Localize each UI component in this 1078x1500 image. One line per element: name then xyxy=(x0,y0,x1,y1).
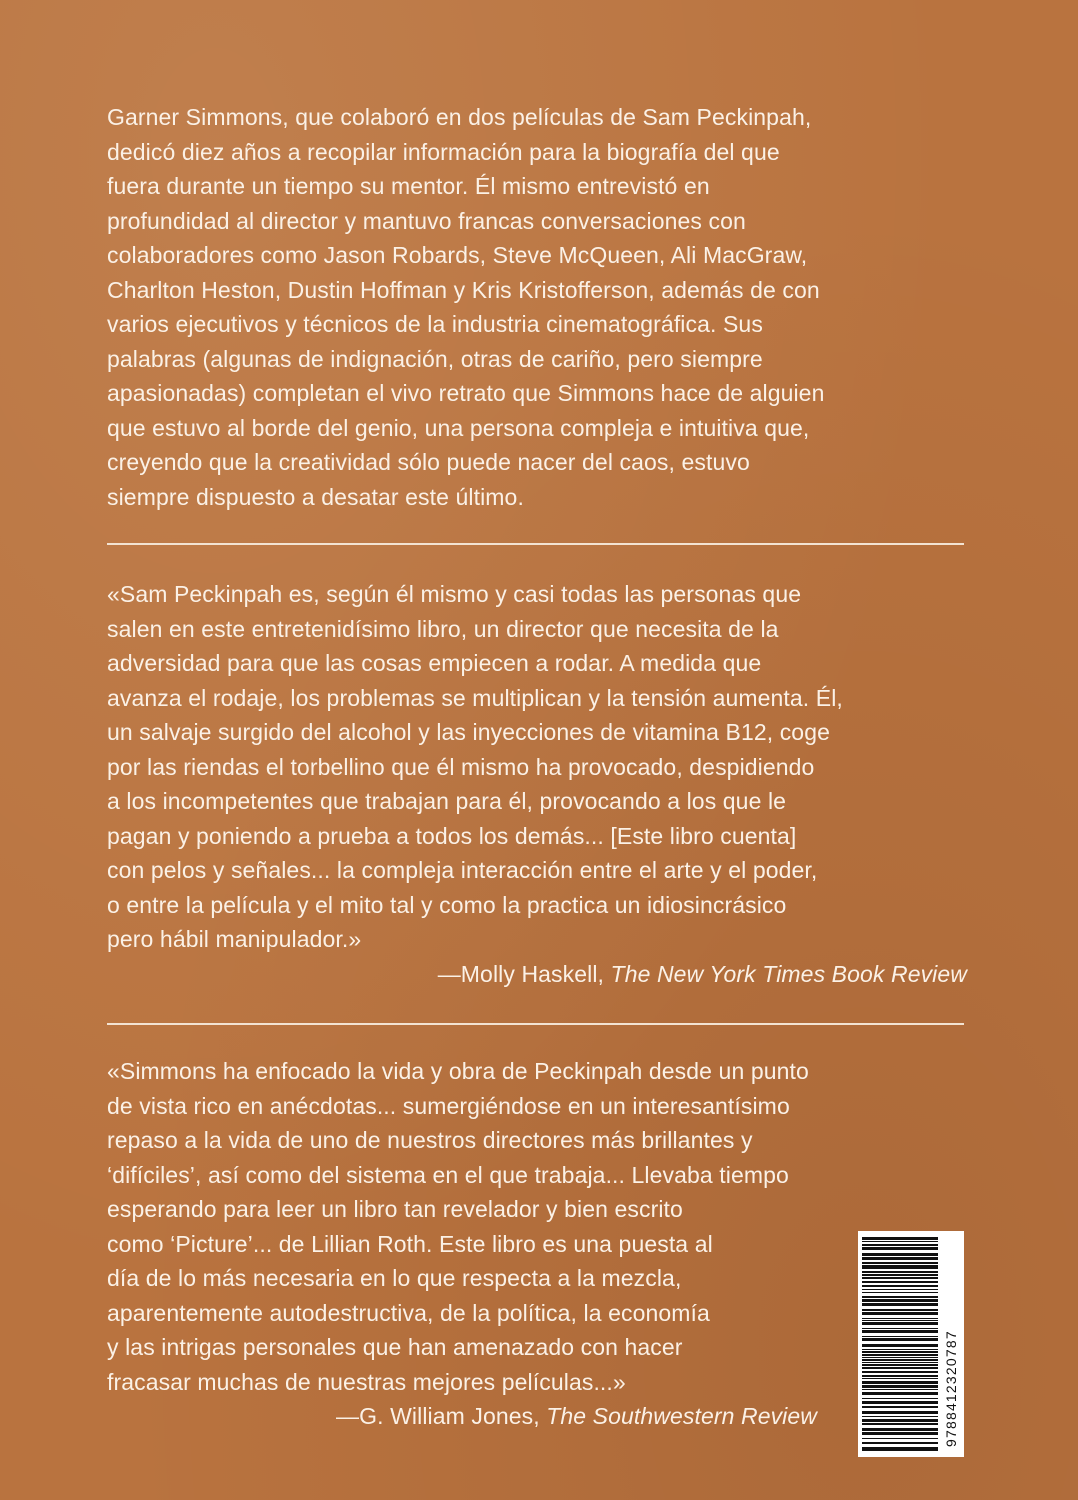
synopsis-line: profundidad al director y mantuvo francas conversaciones con xyxy=(107,207,746,234)
isbn-barcode xyxy=(858,1231,964,1457)
barcode-bar xyxy=(862,1362,938,1363)
synopsis-line: Charlton Heston, Dustin Hoffman y Kris Kristofferson, además de con xyxy=(107,276,820,303)
quote-line: a los incompetentes que trabajan para él, provocando a los que le xyxy=(107,788,787,814)
barcode-bar xyxy=(862,1328,938,1329)
barcode-digits: 9788412320787 xyxy=(943,1330,959,1447)
barcode-bar xyxy=(862,1442,938,1444)
review-quote-jones xyxy=(107,1054,967,1434)
barcode-bar xyxy=(862,1312,938,1315)
barcode-bar xyxy=(862,1330,938,1333)
attribution-author: —Molly Haskell, xyxy=(437,960,611,987)
barcode-bar xyxy=(862,1401,938,1404)
synopsis-line: siempre dispuesto a desatar este último. xyxy=(107,483,524,510)
barcode-bar xyxy=(862,1237,938,1240)
barcode-bar xyxy=(862,1411,938,1414)
quote-attribution xyxy=(107,1399,967,1434)
barcode-bar xyxy=(862,1309,938,1311)
quote-line: un salvaje surgido del alcohol y las inyecciones de vitamina B12, coge xyxy=(107,719,830,745)
barcode-bar xyxy=(862,1344,938,1347)
barcode-bar xyxy=(862,1354,938,1356)
barcode-bar xyxy=(862,1367,938,1369)
barcode-bar xyxy=(862,1349,938,1350)
barcode-bar xyxy=(862,1262,938,1264)
barcode-bar xyxy=(862,1285,938,1287)
barcode-bar xyxy=(862,1247,938,1250)
barcode-bar xyxy=(862,1447,938,1451)
barcode-bar xyxy=(862,1385,938,1388)
synopsis-line: apasionadas) completan el vivo retrato que Simmons hace de alguien xyxy=(107,380,825,406)
barcode-bar xyxy=(862,1253,938,1256)
barcode-graphic xyxy=(858,1231,964,1457)
barcode-bar xyxy=(862,1265,938,1269)
barcode-bar xyxy=(862,1338,938,1341)
synopsis-line: dedicó diez años a recopilar información para la biografía del que xyxy=(107,138,780,165)
barcode-bar xyxy=(862,1389,938,1390)
barcode-bar xyxy=(862,1289,938,1290)
synopsis-line: que estuvo al borde del genio, una persona compleja e intuitiva que, xyxy=(107,414,810,441)
quote-attribution xyxy=(107,957,967,992)
quote-line: repaso a la vida de uno de nuestros directores más brillantes y xyxy=(107,1127,753,1153)
barcode-bar xyxy=(862,1277,938,1279)
barcode-bar xyxy=(862,1281,938,1283)
barcode-bar xyxy=(862,1423,938,1425)
barcode-bar xyxy=(862,1392,938,1395)
barcode-bar xyxy=(862,1271,938,1273)
barcode-bar xyxy=(862,1416,938,1417)
quote-line: avanza el rodaje, los problemas se multiplican y la tensión aumenta. Él, xyxy=(107,684,843,711)
barcode-bar xyxy=(862,1378,938,1379)
attribution-source: The New York Times Book Review xyxy=(610,960,967,987)
barcode-bar xyxy=(862,1336,938,1337)
synopsis-line: varios ejecutivos y técnicos de la industria cinematográfica. Sus xyxy=(107,311,763,337)
quote-line: aparentemente autodestructiva, de la política, la economía xyxy=(107,1299,710,1326)
barcode-bar xyxy=(862,1438,938,1439)
barcode-bar xyxy=(862,1364,938,1366)
quote-line: fracasar muchas de nuestras mejores películas...» xyxy=(107,1368,626,1395)
quote-line: de vista rico en anécdotas... sumergiéndose en un interesantísimo xyxy=(107,1092,790,1119)
quote-line: «Sam Peckinpah es, según él mismo y casi todas las personas que xyxy=(107,581,802,607)
barcode-bar xyxy=(862,1428,938,1431)
barcode-bar xyxy=(862,1351,938,1353)
barcode-bar xyxy=(862,1322,938,1325)
synopsis-line: fuera durante un tiempo su mentor. Él mismo entrevistó en xyxy=(107,173,710,199)
quote-line: por las riendas el torbellino que él mismo ha provocado, despidiendo xyxy=(107,753,815,780)
barcode-bar xyxy=(862,1303,938,1306)
quote-line: esperando para leer un libro tan revelador y bien escrito xyxy=(107,1196,683,1222)
synopsis-line: Garner Simmons, que colaboró en dos películas de Sam Peckinpah, xyxy=(107,104,812,130)
attribution-source: The Southwestern Review xyxy=(546,1403,817,1429)
quote-line: adversidad para que las cosas empiecen a rodar. A medida que xyxy=(107,650,762,676)
barcode-bar xyxy=(862,1359,938,1361)
attribution-author: —G. William Jones, xyxy=(336,1403,547,1429)
barcode-bar xyxy=(862,1241,938,1242)
barcode-bar xyxy=(862,1299,938,1302)
quote-line: con pelos y señales... la compleja interacción entre el arte y el poder, xyxy=(107,857,818,883)
divider xyxy=(107,543,964,545)
synopsis-line: colaboradores como Jason Robards, Steve McQueen, Ali MacGraw, xyxy=(107,242,808,268)
barcode-bar xyxy=(862,1406,938,1408)
quote-line: «Simmons ha enfocado la vida y obra de Peckinpah desde un punto xyxy=(107,1058,809,1084)
quote-line: o entre la película y el mito tal y como la practica un idiosincrásico xyxy=(107,891,787,918)
barcode-bar xyxy=(862,1398,938,1399)
barcode-bar xyxy=(862,1244,938,1246)
review-quote-haskell xyxy=(107,577,967,991)
barcode-bar xyxy=(862,1371,938,1373)
barcode-bar xyxy=(862,1257,938,1260)
quote-line: día de lo más necesaria en lo que respecta a la mezcla, xyxy=(107,1265,682,1291)
barcode-bar xyxy=(862,1375,938,1377)
synopsis-line: creyendo que la creatividad sólo puede nacer del caos, estuvo xyxy=(107,449,750,475)
barcode-bar xyxy=(862,1432,938,1435)
barcode-bar xyxy=(862,1381,938,1384)
quote-line: y las intrigas personales que han amenazado con hacer xyxy=(107,1334,683,1360)
quote-line: pero hábil manipulador.» xyxy=(107,926,362,952)
barcode-bar xyxy=(862,1320,938,1321)
barcode-bar xyxy=(862,1292,938,1293)
quote-line: ‘difíciles’, así como del sistema en el que trabaja... Llevaba tiempo xyxy=(107,1161,789,1188)
barcode-bar xyxy=(862,1296,938,1298)
barcode-bar xyxy=(862,1419,938,1422)
quote-line: como ‘Picture’... de Lillian Roth. Este libro es una puesta al xyxy=(107,1230,713,1257)
quote-line: salen en este entretenidísimo libro, un director que necesita de la xyxy=(107,615,779,642)
barcode-bar xyxy=(862,1274,938,1276)
barcode-bar xyxy=(862,1357,938,1358)
barcode-bar xyxy=(862,1318,938,1319)
synopsis-paragraph xyxy=(107,100,967,514)
divider xyxy=(107,1023,964,1025)
quote-line: pagan y poniendo a prueba a todos los demás... [Este libro cuenta] xyxy=(107,822,797,849)
synopsis-line: palabras (algunas de indignación, otras de cariño, pero siempre xyxy=(107,345,763,372)
